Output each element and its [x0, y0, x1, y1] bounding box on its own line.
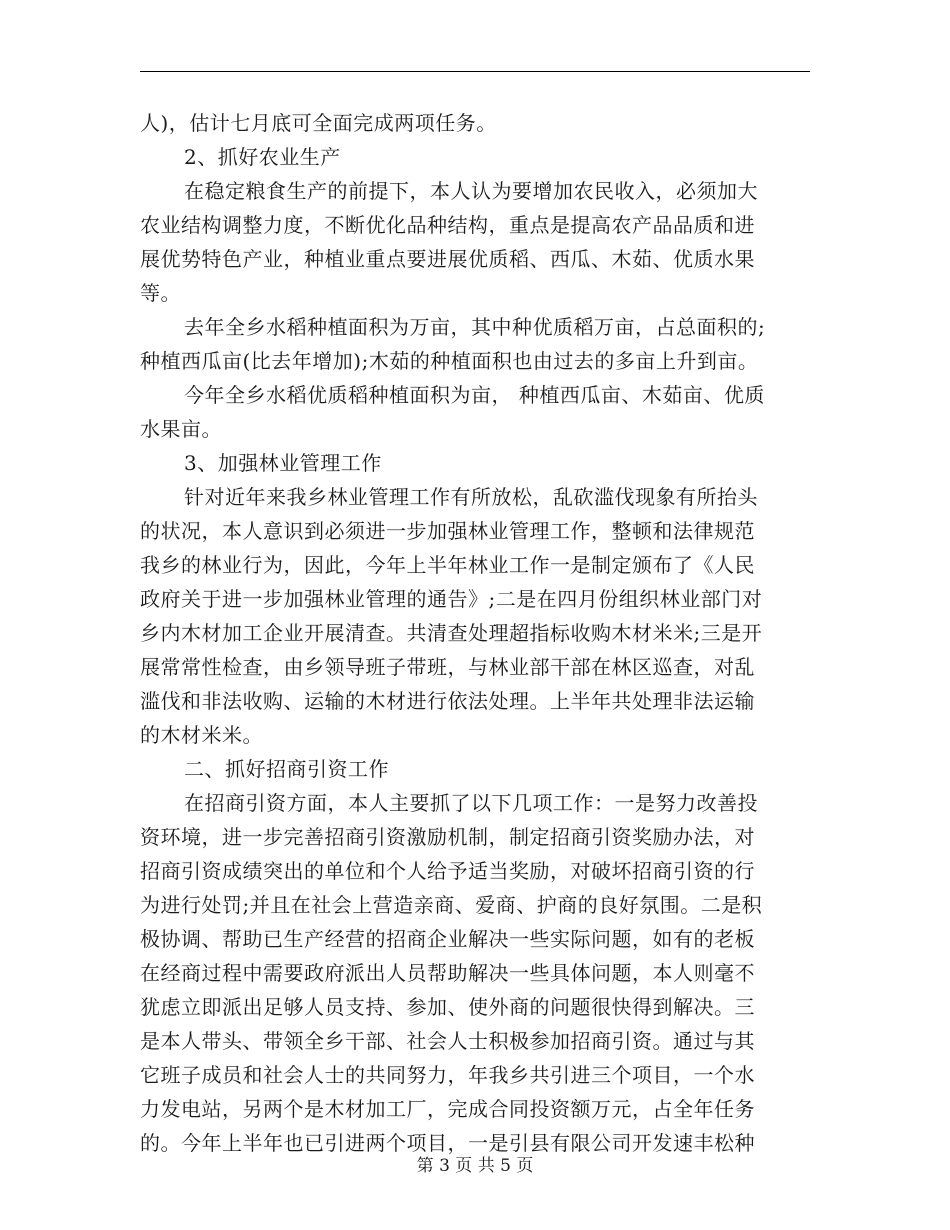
page-number-footer: 第 3 页 共 5 页: [416, 1156, 534, 1176]
text-line: 去年全乡水稻种植面积为万亩，其中种优质稻万亩，占总面积的;: [184, 315, 766, 339]
text-line: 在经商过程中需要政府派出人员帮助解决一些具体问题，本人则毫不: [140, 961, 755, 985]
text-line: 2、抓好农业生产: [184, 145, 341, 169]
text-line: 二、抓好招商引资工作: [184, 757, 389, 781]
text-line: 种植西瓜亩(比去年增加);木茹的种植面积也由过去的多亩上升到亩。: [140, 349, 759, 373]
text-line: 我乡的林业行为，因此，今年上半年林业工作一是制定颁布了《人民: [140, 553, 755, 577]
text-line: 招商引资成绩突出的单位和个人给予适当奖励，对破坏招商引资的行: [140, 859, 755, 883]
text-line: 滥伐和非法收购、运输的木材进行依法处理。上半年共处理非法运输: [140, 689, 755, 713]
text-line: 政府关于进一步加强林业管理的通告》;二是在四月份组织林业部门对: [140, 587, 763, 611]
document-body: [140, 106, 810, 1160]
text-line: 展优势特色产业，种植业重点要进展优质稻、西瓜、木茹、优质水果: [140, 247, 755, 271]
text-line: 今年全乡水稻优质稻种植面积为亩， 种植西瓜亩、木茹亩、优质: [184, 383, 765, 407]
text-line: 的木材米米。: [140, 723, 263, 747]
text-line: 在招商引资方面，本人主要抓了以下几项工作：一是努力改善投: [184, 791, 758, 815]
text-line: 犹虑立即派出足够人员支持、参加、使外商的问题很快得到解决。三: [140, 995, 755, 1019]
header-rule: [140, 71, 810, 72]
text-line: 在稳定粮食生产的前提下，本人认为要增加农民收入，必须加大: [184, 179, 758, 203]
text-line: 等。: [140, 281, 181, 305]
text-line: 3、加强林业管理工作: [184, 451, 382, 475]
text-line: 乡内木材加工企业开展清查。共清查处理超指标收购木材米米;三是开: [140, 621, 763, 645]
text-line: 展常常性检查，由乡领导班子带班，与林业部干部在林区巡查，对乱: [140, 655, 755, 679]
text-line: 为进行处罚;并且在社会上营造亲商、爱商、护商的良好氛围。二是积: [140, 893, 763, 917]
text-line: 的状况，本人意识到必须进一步加强林业管理工作，整顿和法律规范: [140, 519, 755, 543]
text-line: 的。今年上半年也已引进两个项目，一是引县有限公司开发速丰松种: [140, 1131, 755, 1155]
text-line: 极协调、帮助已生产经营的招商企业解决一些实际问题，如有的老板: [140, 927, 755, 951]
text-line: 力发电站，另两个是木材加工厂，完成合同投资额万元，占全年任务: [140, 1097, 755, 1121]
text-line: 资环境，进一步完善招商引资激励机制，制定招商引资奖励办法，对: [140, 825, 755, 849]
text-line: 针对近年来我乡林业管理工作有所放松，乱砍滥伐现象有所抬头: [184, 485, 758, 509]
text-line: 人)，估计七月底可全面完成两项任务。: [140, 111, 497, 135]
text-line: 它班子成员和社会人士的共同努力，年我乡共引进三个项目，一个水: [140, 1063, 755, 1087]
text-line: 农业结构调整力度，不断优化品种结构，重点是提高农产品品质和进: [140, 213, 755, 237]
text-line: 是本人带头、带领全乡干部、社会人士积极参加招商引资。通过与其: [140, 1029, 755, 1053]
text-line: 水果亩。: [140, 417, 222, 441]
